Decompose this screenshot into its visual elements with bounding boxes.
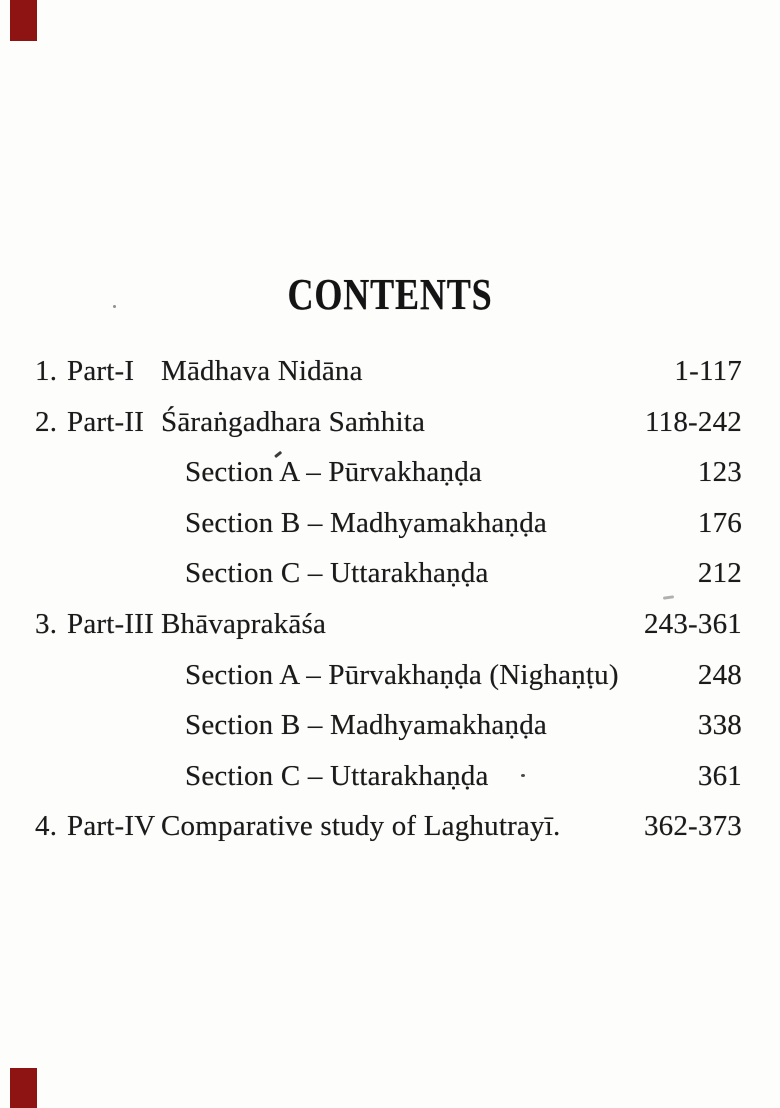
red-book-edge-mark-top [10,0,37,41]
entry-title: Comparative study of Laghutrayī. [161,810,561,843]
entry-title: Bhāvaprakāśa [161,607,327,640]
toc-entry-section [35,751,742,802]
entry-title: Section C – Uttarakhaṇḍa [185,759,489,792]
entry-part-label: Part-IV [67,810,156,843]
toc-entry-part-3 [35,599,742,650]
entry-title: Section A – Pūrvakhaṇḍa (Nighaṇṭu) [185,658,619,691]
toc-entry-part-4 [35,801,742,852]
entry-part-label: Part-III [67,607,154,640]
entry-page-range: 362-373 [643,810,742,843]
entry-title: Śāraṅgadhara Saṁhita [161,405,426,438]
toc-entry-section [35,548,742,599]
red-book-edge-mark-bottom [10,1068,37,1108]
entry-page-range: 123 [697,456,742,489]
toc-entry-part-1 [35,346,742,397]
entry-page-range: 118-242 [645,405,742,438]
entry-number: 3. [35,607,58,640]
entry-number: 4. [35,810,58,843]
entry-title: Section C – Uttarakhaṇḍa [185,557,489,590]
entry-title: Section B – Madhyamakhaṇḍa [185,709,547,742]
entry-number: 2. [35,405,58,438]
toc-entry-section [35,700,742,751]
toc-entry-section [35,650,742,701]
page-title: CONTENTS [287,270,493,320]
entry-page-range: 243-361 [643,607,742,640]
table-of-contents [35,346,742,852]
entry-page-range: 338 [697,709,742,742]
entry-part-label: Part-II [67,405,145,438]
entry-title: Section B – Madhyamakhaṇḍa [185,506,547,539]
entry-title: Mādhava Nidāna [161,355,363,387]
toc-entry-part-2 [35,397,742,448]
toc-entry-section [35,447,742,498]
toc-entry-section [35,498,742,549]
entry-title: Section A – Pūrvakhaṇḍa [185,456,482,489]
entry-page-range: 248 [697,658,742,691]
entry-part-label: Part-I [67,355,135,387]
entry-page-range: 1-117 [674,355,742,387]
entry-page-range: 176 [697,506,742,539]
entry-page-range: 361 [697,759,742,792]
entry-number: 1. [35,355,58,387]
entry-page-range: 212 [697,557,742,590]
